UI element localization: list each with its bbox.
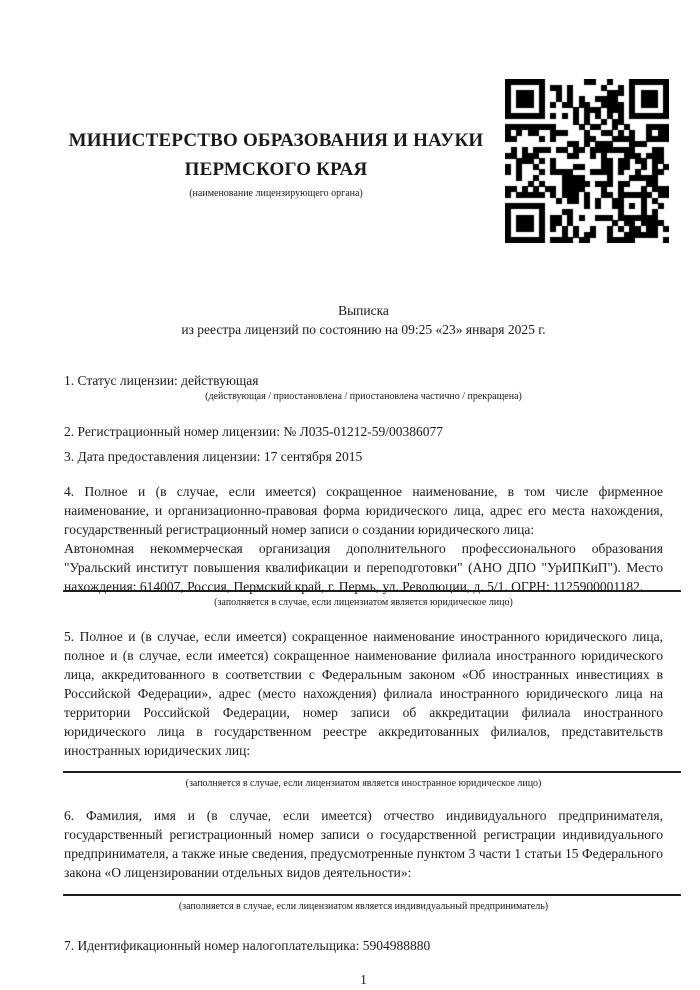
entrepreneur-caption: (заполняется в случае, если лицензиатом является индивидуальный предприниматель)	[178, 901, 549, 912]
license-grant-date-item: 3. Дата предоставления лицензии: 17 сентября 2015	[64, 449, 363, 464]
taxpayer-number-item: 7. Идентификационный номер налогоплательщика: 5904988880	[64, 938, 431, 953]
license-status-item: 1. Статус лицензии: действующая	[64, 373, 259, 388]
entrepreneur-item: 6. Фамилия, имя и (в случае, если имеется) отчество индивидуального предпринимателя, государственный регистрационный номер записи о государственной регистрации индивидуального предпринимателя, а также иные сведения, предусмотренные пунктом 3 части 1 статьи 15 Федерального закона «О лицензировании отдельных видов деятельности»:	[64, 808, 663, 880]
legal-entity-value: Автономная некоммерческая организация дополнительного профессионального образования "Уральский институт повышения квалификации и переподготовки" (АНО ДПО "УрИПКиП"). Место нахождения: 614007, Россия, Пермский край, г. Пермь, ул. Революции, д. 5/1. ОГРН: 1125900001182.	[64, 541, 663, 594]
licensing-authority-title	[64, 126, 488, 200]
foreign-entity-item: 5. Полное и (в случае, если имеется) сокращенное наименование иностранного юридического лица, полное и (в случае, если имеется) сокращенное наименование филиала иностранного юридического лица, аккредитованного в соответствии с Федеральным законом «Об иностранных инвестициях в Российской Федерации», адрес (место нахождения) филиала иностранного юридического лица на территории Российской Федерации, номер записи об аккредитации филиала иностранного юридического лица в государственном реестре аккредитованных филиалов, представительств иностранных юридических лиц:	[64, 629, 663, 758]
license-status-caption: (действующая / приостановлена / приостановлена частично / прекращена)	[205, 391, 522, 402]
extract-title: Выписка	[338, 303, 389, 318]
registration-number-item: 2. Регистрационный номер лицензии: № Л035-01212-59/00386077	[64, 424, 444, 439]
legal-entity-item	[64, 482, 663, 596]
extract-date-line: из реестра лицензий по состоянию на 09:25 «23» января 2025 г.	[181, 322, 546, 337]
legal-entity-label: 4. Полное и (в случае, если имеется) сокращенное наименование, в том числе фирменное наименование, и организационно-правовая форма юридического лица, адрес его места нахождения, государственный регистрационный номер записи о создании юридического лица:	[64, 484, 663, 537]
page-number: 1	[360, 972, 367, 987]
extract-heading	[64, 301, 663, 339]
fill-line-entrepreneur	[63, 894, 681, 896]
qr-code	[505, 79, 669, 243]
legal-entity-caption: (заполняется в случае, если лицензиатом является юридическое лицо)	[214, 597, 513, 608]
ministry-name-line2: ПЕРМСКОГО КРАЯ	[184, 159, 368, 180]
ministry-name-line1: МИНИСТЕРСТВО ОБРАЗОВАНИЯ И НАУКИ	[68, 130, 484, 151]
licensing-authority-caption: (наименование лицензирующего органа)	[189, 188, 363, 199]
document-header	[64, 0, 663, 301]
fill-line-foreign-entity	[63, 771, 681, 773]
foreign-entity-caption: (заполняется в случае, если лицензиатом является иностранное юридическое лицо)	[185, 778, 542, 789]
